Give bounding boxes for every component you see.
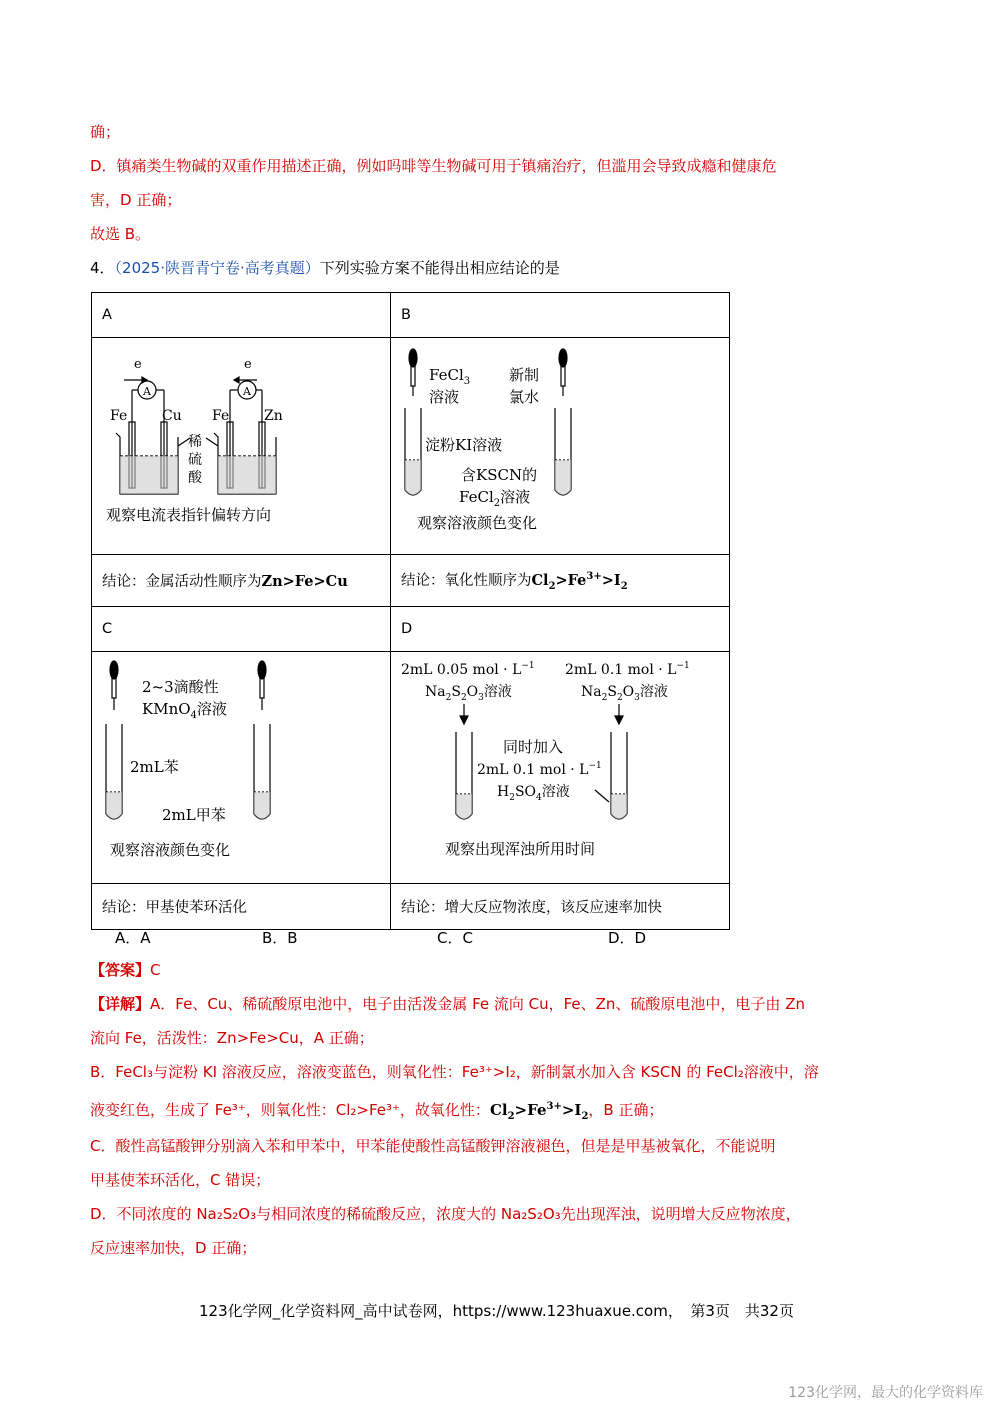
- label-starch-ki: 淀粉KI溶液: [425, 436, 503, 454]
- text-line: D．镇痛类生物碱的双重作用描述正确，例如吗啡等生物碱可用于镇痛治疗，但滥用会导致成瘾和健康危: [90, 157, 777, 175]
- label-kmno4: 2~3滴酸性: [142, 678, 219, 696]
- label-zn: Zn: [264, 408, 283, 424]
- watermark: 123化学网，最大的化学资料库: [788, 1385, 983, 1401]
- option-d[interactable]: D．D: [608, 929, 647, 947]
- svg-text:2mL 0.1 mol · L−1: 2mL 0.1 mol · $L^{-1}$: [565, 661, 690, 678]
- figure-d: [391, 652, 730, 884]
- figure-a: [92, 338, 391, 555]
- label-fecl3: FeCl: [429, 366, 464, 384]
- cell-label-a: A: [92, 293, 391, 338]
- page-footer: 123化学网_化学资料网_高中试卷网，https://www.123huaxue.com， 第3页 共32页: [199, 1302, 794, 1320]
- caption-c: 观察溶液颜色变化: [110, 841, 231, 859]
- label-fe: Fe: [212, 408, 230, 424]
- svg-text:2mL 0.05 mol · L−1: 2mL 0.05 mol · $L^{-1}$: [401, 661, 535, 678]
- option-b[interactable]: B．B: [262, 929, 298, 947]
- label-acid: 硫: [188, 452, 202, 468]
- label-add-simultaneously: 同时加入: [503, 738, 564, 756]
- option-c[interactable]: C．C: [437, 929, 473, 947]
- label-cu: Cu: [162, 408, 182, 424]
- ammeter-icon: A: [243, 385, 251, 398]
- label-conc-low: 2mL 0.05 mol · L: [401, 662, 522, 678]
- text-line: 确；: [90, 123, 121, 141]
- question-text: 下列实验方案不能得出相应结论的是: [319, 259, 560, 277]
- detail-line: B．FeCl₃与淀粉 KI 溶液反应，溶液变蓝色，则氧化性：Fe³⁺>I₂，新制氯水加入含 KSCN 的 FeCl₂溶液中，溶: [90, 1063, 819, 1081]
- text-line: 故选 B。: [90, 225, 151, 243]
- label-solution: 溶液: [429, 388, 460, 406]
- label-kscn: 含KSCN的: [461, 466, 538, 484]
- label-chlorine-new: 新制: [509, 366, 540, 384]
- svg-text:FeCl2溶液: FeCl$_2$溶液: [459, 488, 531, 509]
- caption-a: 观察电流表指针偏转方向: [106, 506, 272, 524]
- detail-line: 【详解】A．Fe、Cu、稀硫酸原电池中，电子由活泼金属 Fe 流向 Cu，Fe、Zn、硫酸原电池中，电子由 Zn: [90, 995, 805, 1013]
- detail-line: 甲基使苯环活化，C 错误；: [90, 1171, 271, 1189]
- label-toluene: 2mL甲苯: [162, 806, 226, 824]
- text-line: 害，D 正确；: [90, 191, 182, 209]
- detail-line: D．不同浓度的 Na₂S₂O₃与相同浓度的稀硫酸反应，浓度大的 Na₂S₂O₃先出现浑浊，说明增大反应物浓度，: [90, 1205, 801, 1223]
- detail-line: C．酸性高锰酸钾分别滴入苯和甲苯中，甲苯能使酸性高锰酸钾溶液褪色，但是是甲基被氧化，不能说明: [90, 1137, 776, 1155]
- conclusion-b: 结论：氧化性顺序为$Cl_2>Fe^{3+}>I_2$: [391, 555, 730, 607]
- label-chlorine-water: 氯水: [509, 388, 540, 406]
- label-benzene: 2mL苯: [130, 758, 179, 776]
- label-acid: 稀: [188, 434, 202, 450]
- svg-text:2mL 0.1 mol · L−1: 2mL 0.1 mol · $L^{-1}$: [477, 761, 602, 778]
- option-a[interactable]: A．A: [115, 929, 151, 947]
- svg-text:FeCl3: FeCl$_3$: [429, 366, 471, 387]
- caption-d: 观察出现浑浊所用时间: [445, 840, 596, 858]
- figure-c: [92, 652, 391, 884]
- detail-line: 液变红色，生成了 Fe³⁺，则氧化性：Cl₂>Fe³⁺，故氧化性：$Cl_2>Fe^{3+}>I_2$，B 正确；: [90, 1101, 664, 1122]
- question-source: （2025·陕晋青宁卷·高考真题）: [114, 259, 320, 277]
- question-number: 4．: [90, 259, 115, 277]
- cell-label-b: B: [391, 293, 730, 338]
- label-conc-high: 2mL 0.1 mol · L: [565, 662, 677, 678]
- figure-b: [391, 338, 730, 555]
- svg-text:Na2S2O3溶液: $Na_2S_2O_3$溶液: [425, 684, 512, 703]
- question-stem: [90, 257, 560, 279]
- detail-line: 反应速率加快，D 正确；: [90, 1239, 257, 1257]
- detail-line: 流向 Fe，活泼性：Zn>Fe>Cu，A 正确；: [90, 1029, 374, 1047]
- cell-label-c: C: [92, 607, 391, 652]
- label-electron: e: [244, 357, 252, 372]
- experiment-table: [91, 292, 730, 930]
- label-fe: Fe: [110, 408, 128, 424]
- label-acid: 酸: [188, 470, 202, 486]
- caption-b: 观察溶液颜色变化: [417, 514, 538, 532]
- svg-text:KMnO4溶液: KMnO$_4$溶液: [142, 700, 227, 721]
- label-electron: e: [134, 357, 142, 372]
- conclusion-d: 结论：增大反应物浓度，该反应速率加快: [391, 884, 730, 930]
- answer: 【答案】C: [90, 961, 161, 979]
- conclusion-a: 结论：金属活动性顺序为Zn>Fe>Cu: [92, 555, 391, 607]
- svg-text:H2SO4溶液: $H_2SO_4$溶液: [497, 784, 570, 803]
- svg-text:Na2S2O3溶液: $Na_2S_2O_3$溶液: [581, 684, 668, 703]
- ammeter-icon: A: [143, 385, 151, 398]
- label-fecl2: FeCl: [459, 488, 494, 506]
- cell-label-d: D: [391, 607, 730, 652]
- conclusion-c: 结论：甲基使苯环活化: [92, 884, 391, 930]
